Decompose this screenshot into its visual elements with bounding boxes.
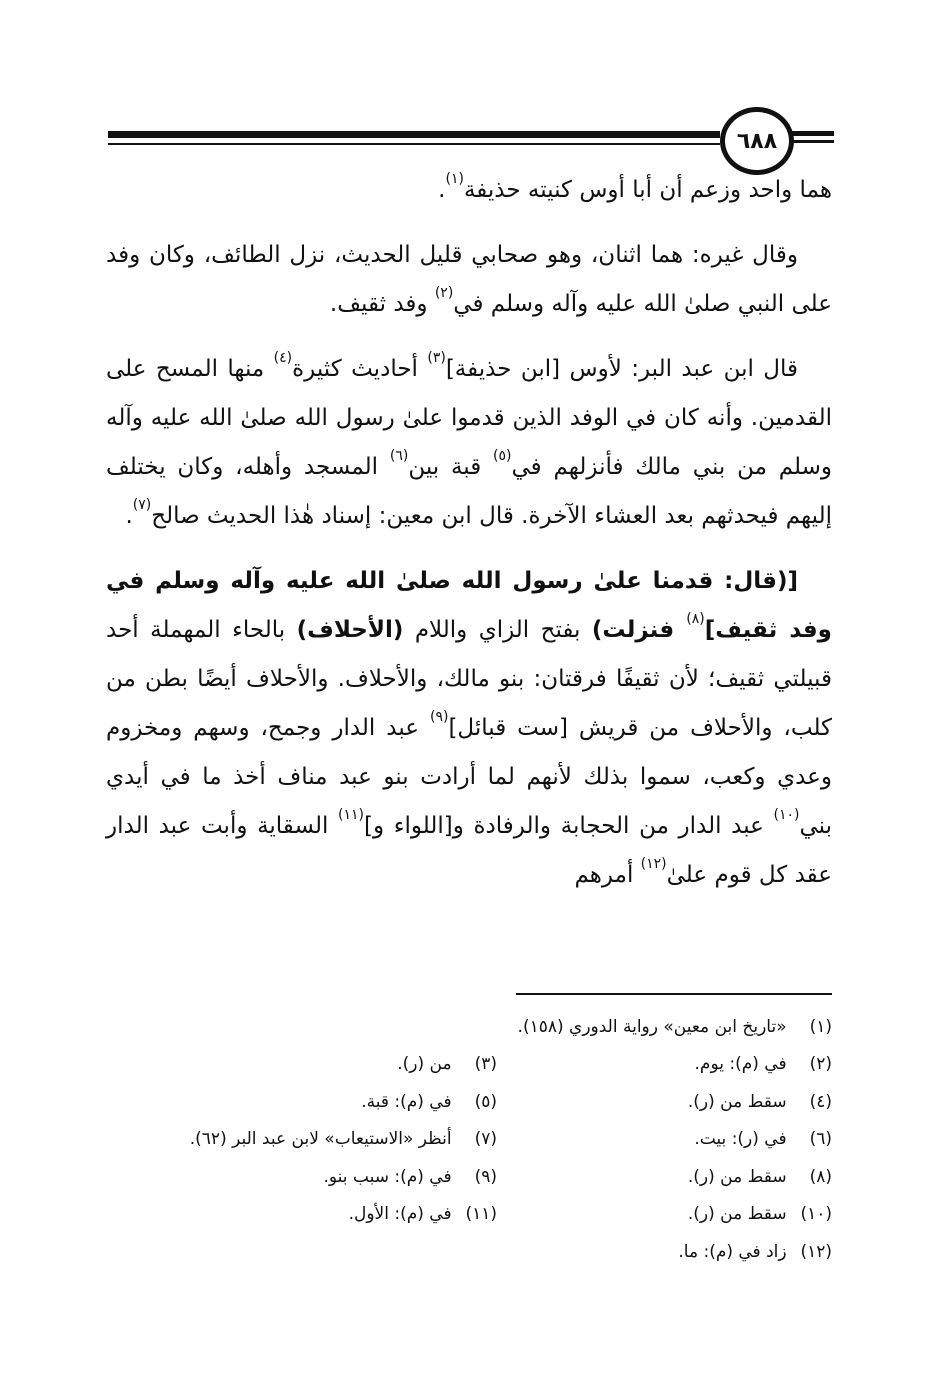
quoted-text-bold: فنزلت) (591, 617, 687, 643)
paragraph-4 (106, 557, 832, 900)
footnote-2 (497, 1054, 832, 1074)
text-run: المسجد وأهله، وكان يختلف إليهم فيحدثهم بعد العشاء الآخرة. قال ابن معين: إسناد هٰذا الحديث صالح (106, 454, 832, 529)
footnotes (110, 1008, 832, 1271)
footnote-ref-9: (٩) (429, 709, 449, 725)
footnote-ref-12: (١٢) (640, 856, 667, 872)
footnote-text: سقط من (ر). (687, 1204, 787, 1225)
text-run: قبة بين (408, 454, 494, 480)
footnote-8 (497, 1167, 832, 1187)
text-run: منها المسح على القدمين. وأنه كان في الوفد الذين قدموا علىٰ رسول الله صلىٰ الله عليه وآله وسلم من بني مالك فأنزلهم في (106, 356, 832, 480)
footnote-row (110, 1196, 832, 1234)
footnote-1 (110, 1017, 832, 1037)
footnote-5 (162, 1092, 497, 1112)
text-run: بفتح الزاي واللام (403, 617, 592, 643)
footnote-text: زاد في (م): ما. (678, 1241, 787, 1262)
footnote-text: «تاريخ ابن معين» رواية الدوري (١٥٨). (517, 1016, 787, 1037)
footnote-number: (١١) (465, 1204, 497, 1225)
footnote-ref-10: (١٠) (773, 807, 800, 823)
text-run: قال ابن عبد البر: لأوس [ابن حذيفة] (445, 356, 798, 382)
text-run: هما واحد وزعم أن أبا أوس كنيته حذيفة (463, 177, 832, 203)
text-run: عبد الدار وجمح، وسهم ومخزوم وعدي وكعب، سموا بذلك لأنهم لما أرادت بنو عبد مناف أخذ ما في أيدي بني (106, 715, 832, 839)
paragraph-3 (106, 345, 832, 541)
footnote-9 (162, 1167, 497, 1187)
footnote-number: (٢) (809, 1054, 832, 1075)
page-number: ٦٨٨ (736, 128, 778, 154)
footnote-number: (٣) (474, 1054, 497, 1075)
footnote-ref-5: (٥) (493, 448, 512, 464)
footnote-number: (٨) (809, 1166, 832, 1187)
footnote-text: سقط من (ر). (687, 1166, 787, 1187)
footnote-ref-11: (١١) (338, 807, 364, 823)
footnote-text: أنظر «الاستيعاب» لابن عبد البر (٦٢). (189, 1129, 452, 1150)
text-run: . (125, 503, 133, 529)
footnote-row (110, 1121, 832, 1159)
footnote-number: (٥) (474, 1091, 497, 1112)
text-run: . (438, 177, 446, 203)
footnote-number: (١٢) (800, 1241, 832, 1262)
footnote-ref-3: (٣) (427, 350, 446, 366)
text-run: بالحاء المهملة أحد قبيلتي ثقيف؛ لأن ثقيفًا فرقتان: بنو مالك، والأحلاف. والأحلاف أيضًا بطن من كلب، والأحلاف من قريش [ست قبائل] (106, 617, 833, 741)
footnote-ref-6: (٦) (389, 448, 409, 464)
text-run: أحاديث كثيرة (292, 356, 428, 382)
footnote-ref-2: (٢) (434, 285, 454, 301)
header-rule-thin (108, 143, 720, 145)
text-run: عبد الدار من الحجابة والرفادة و[اللواء و] (363, 813, 774, 839)
footnote-row (110, 1233, 832, 1271)
header-rule-thick (108, 131, 720, 138)
footnote-row (110, 1046, 832, 1084)
footnote-12 (110, 1242, 832, 1262)
footnote-text: في (م): الأول. (348, 1204, 452, 1225)
footnote-text: في (ر): بيت. (694, 1129, 787, 1150)
footnote-6 (497, 1129, 832, 1149)
paragraph-2 (106, 231, 832, 329)
text-run: أمرهم (574, 862, 641, 888)
text-run: وفد ثقيف. (329, 291, 435, 317)
footnote-row (110, 1008, 832, 1046)
text-run: وقال غيره: هما اثنان، وهو صحابي قليل الحديث، نزل الطائف، وكان وفد على النبي صلىٰ الله عليه وآله وسلم في (106, 242, 832, 317)
text-run: السقاية وأبت عبد الدار عقد كل قوم علىٰ (106, 813, 832, 888)
footnote-4 (497, 1092, 832, 1112)
footnote-text: في (م): قبة. (361, 1091, 452, 1112)
footnote-number: (٤) (809, 1091, 832, 1112)
quoted-text-bold: [(قال: قدمنا علىٰ رسول الله صلىٰ الله عليه وآله وسلم في وفد ثقيف] (106, 568, 832, 643)
footnote-7 (162, 1129, 497, 1149)
footnote-row (110, 1083, 832, 1121)
main-text (106, 166, 832, 916)
footnote-number: (١) (809, 1016, 832, 1037)
footnote-number: (٧) (474, 1129, 497, 1150)
footnote-number: (٦) (809, 1129, 832, 1150)
footnote-number: (٩) (474, 1166, 497, 1187)
footnote-ref-8: (٨) (686, 611, 705, 627)
paragraph-1 (106, 166, 832, 215)
page-number-ornament (720, 107, 794, 175)
footnote-3 (162, 1054, 497, 1074)
footnote-number: (١٠) (800, 1204, 832, 1225)
footnote-text: في (م): يوم. (694, 1054, 787, 1075)
footnote-row (110, 1158, 832, 1196)
quoted-text-bold: (الأحلاف) (296, 617, 404, 643)
footnote-text: في (م): سبب بنو. (323, 1166, 452, 1187)
footnote-text: سقط من (ر). (687, 1091, 787, 1112)
footnote-separator (516, 993, 832, 995)
footnote-ref-7: (٧) (132, 497, 152, 513)
footnote-11 (162, 1204, 497, 1224)
footnote-ref-1: (١) (445, 171, 464, 187)
footnote-ref-4: (٤) (273, 350, 293, 366)
footnote-text: من (ر). (397, 1054, 452, 1075)
footnote-10 (497, 1204, 832, 1224)
